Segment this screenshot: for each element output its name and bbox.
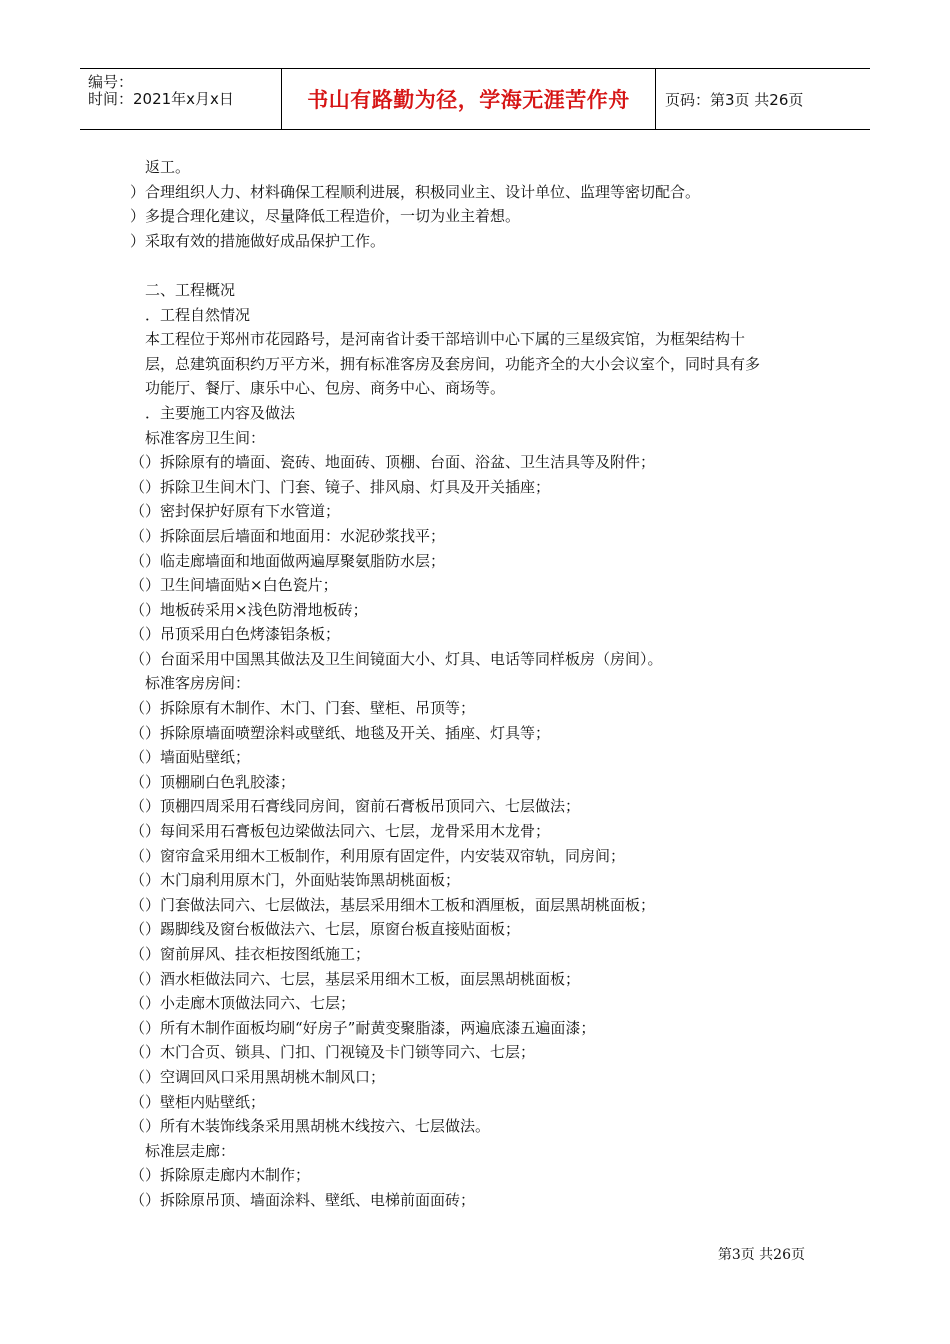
body-line: ）多提合理化建议，尽量降低工程造价，一切为业主着想。	[130, 207, 521, 226]
body-line: （）木门合页、锁具、门扣、门视镜及卡门锁等同六、七层；	[130, 1043, 536, 1062]
body-line: （）顶棚四周采用石膏线同房间，窗前石膏板吊顶同六、七层做法；	[130, 797, 581, 816]
body-line: （）吊顶采用白色烤漆铝条板；	[130, 625, 341, 644]
body-line: （）密封保护好原有下水管道；	[130, 502, 341, 521]
body-line: （）木门扇利用原木门，外面贴装饰黑胡桃面板；	[130, 871, 461, 890]
body-line: （）临走廊墙面和地面做两遍厚聚氨脂防水层；	[130, 551, 446, 570]
body-line: 标准客房卫生间：	[145, 428, 266, 447]
body-line: （）地板砖采用×浅色防滑地板砖；	[130, 600, 368, 619]
body-line: （）顶棚刷白色乳胶漆；	[130, 772, 296, 791]
body-line: （）每间采用石膏板包边梁做法同六、七层，龙骨采用木龙骨；	[130, 822, 551, 841]
body-line: （）拆除原走廊内木制作；	[130, 1166, 311, 1185]
serial-number-label: 编号：	[88, 73, 134, 91]
footer-page-number: 第3页 共26页	[717, 1247, 805, 1263]
body-line: （）踢脚线及窗台板做法六、七层，原窗台板直接贴面板；	[130, 920, 521, 939]
body-line: （）空调回风口采用黑胡桃木制风口；	[130, 1067, 386, 1086]
header-meta-cell	[80, 69, 280, 129]
header-motto-cell	[281, 69, 656, 129]
header-page-number: 页码：第3页 共26页	[665, 90, 804, 109]
body-line: （）拆除原墙面喷塑涂料或壁纸、地毯及开关、插座、灯具等；	[130, 723, 551, 742]
blank-line	[145, 253, 825, 278]
body-line: （）窗帘盒采用细木工板制作，利用原有固定件，内安装双帘轨，同房间；	[130, 846, 626, 865]
body-line: （）拆除原有的墙面、瓷砖、地面砖、顶棚、台面、浴盆、卫生洁具等及附件；	[130, 453, 656, 472]
body-line: （）拆除面层后墙面和地面用：水泥砂浆找平；	[130, 526, 446, 545]
body-line: ．主要施工内容及做法	[145, 403, 296, 422]
body-line: ．工程自然情况	[145, 305, 251, 324]
body-line: （）拆除卫生间木门、门套、镜子、排风扇、灯具及开关插座；	[130, 477, 551, 496]
motto-text: 书山有路勤为径，学海无涯苦作舟	[307, 88, 630, 112]
body-line: （）所有木制作面板均刷“好房子”耐黄变聚脂漆，两遍底漆五遍面漆；	[130, 1018, 596, 1037]
body-line: （）拆除原有木制作、木门、门套、壁柜、吊顶等；	[130, 699, 476, 718]
body-line: （）墙面贴壁纸；	[130, 748, 251, 767]
body-line: 二、工程概况	[145, 280, 236, 299]
body-line: （）卫生间墙面贴×白色瓷片；	[130, 576, 338, 595]
header-page-cell	[655, 69, 870, 129]
body-line: ）采取有效的措施做好成品保护工作。	[130, 231, 386, 250]
body-line: 层，总建筑面积约万平方米，拥有标准客房及套房间，功能齐全的大小会议室个，同时具有多	[145, 354, 761, 373]
body-line: （）壁柜内贴壁纸；	[130, 1092, 266, 1111]
body-line: （）所有木装饰线条采用黑胡桃木线按六、七层做法。	[130, 1117, 491, 1136]
body-line: （）台面采用中国黑其做法及卫生间镜面大小、灯具、电话等同样板房（房间）。	[130, 649, 663, 668]
page-header	[80, 68, 870, 130]
body-line: 返工。	[145, 158, 191, 176]
body-line: （）门套做法同六、七层做法，基层采用细木工板和酒厘板，面层黑胡桃面板；	[130, 895, 656, 914]
body-line: 标准层走廊：	[145, 1141, 236, 1160]
body-line: （）拆除原吊顶、墙面涂料、壁纸、电梯前面面砖；	[130, 1190, 476, 1209]
body-line: 本工程位于郑州市花园路号，是河南省计委干部培训中心下属的三星级宾馆，为框架结构十	[145, 330, 746, 349]
body-line: 功能厅、餐厅、康乐中心、包房、商务中心、商场等。	[145, 379, 506, 398]
body-line: ）合理组织人力、材料确保工程顺利进展，积极同业主、设计单位、监理等密切配合。	[130, 182, 701, 201]
date-label: 时间：2021年x月x日	[88, 90, 234, 108]
body-line: （）酒水柜做法同六、七层，基层采用细木工板，面层黑胡桃面板；	[130, 969, 581, 988]
body-line: （）窗前屏风、挂衣柜按图纸施工；	[130, 945, 371, 963]
body-line: 标准客房房间：	[145, 674, 251, 693]
body-line: （）小走廊木顶做法同六、七层；	[130, 994, 356, 1013]
document-body	[130, 155, 825, 1213]
